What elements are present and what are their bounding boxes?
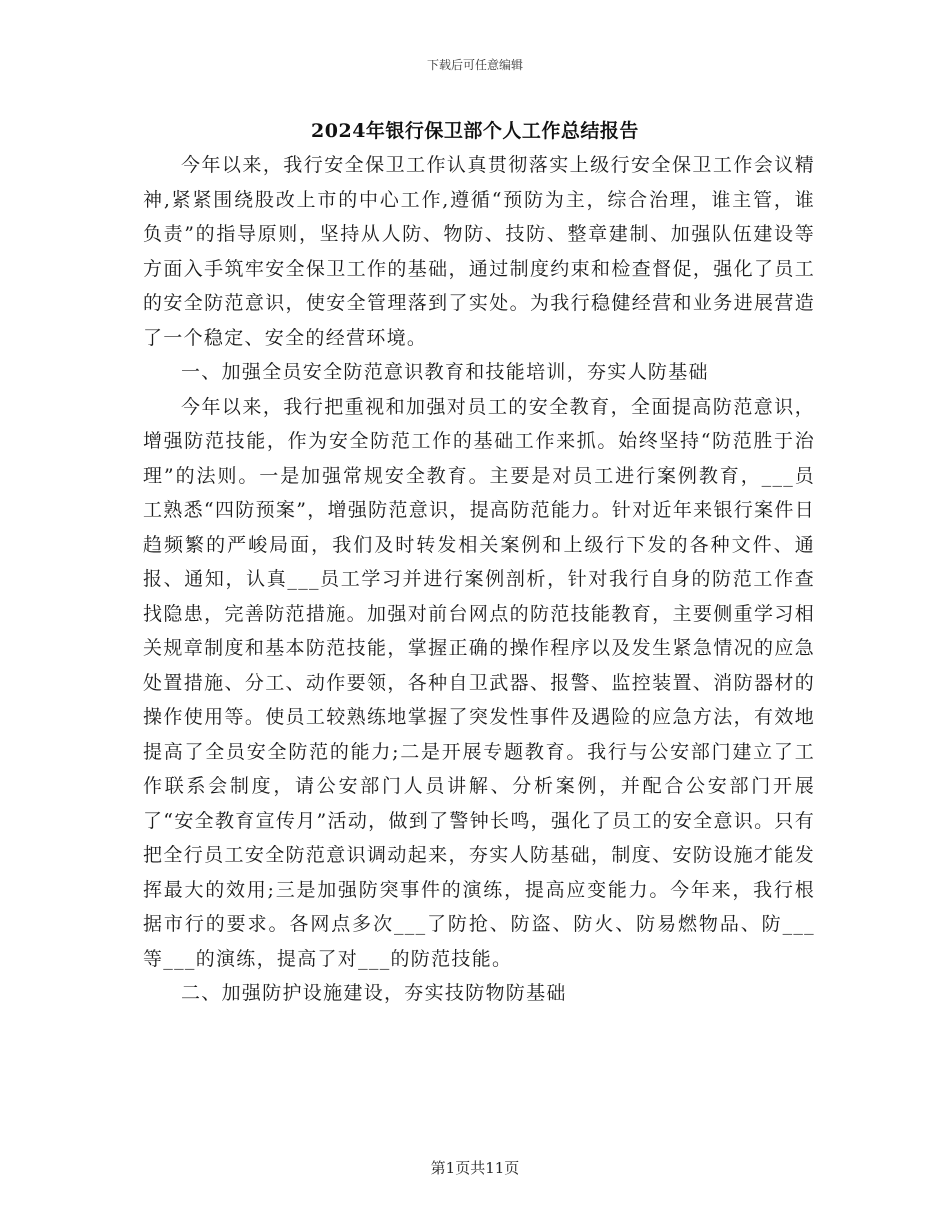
section-heading-2: 二、加强防护设施建设，夯实技防物防基础 [181,982,567,1004]
document-body [143,148,815,1011]
intro-paragraph: 今年以来，我行安全保卫工作认真贯彻落实上级行安全保卫工作会议精神,紧紧围绕股改上市的中心工作,遵循“预防为主，综合治理，谁主管，谁负责”的指导原则，坚持从人防、物防、技防、整章建制、加强队伍建设等方面入手筑牢安全保卫工作的基础，通过制度约束和检查督促，强化了员工的安全防范意识，使安全管理落到了实处。为我行稳健经营和业务进展营造了一个稳定、安全的经营环境。 [143,154,815,349]
section-heading-1: 一、加强全员安全防范意识教育和技能培训，夯实人防基础 [181,361,709,383]
page-footer: 第1页共11页 [430,1159,520,1177]
document-title: 2024年银行保卫部个人工作总结报告 [311,120,639,142]
header-note: 下载后可任意编辑 [426,58,523,72]
section-1-paragraph: 今年以来，我行把重视和加强对员工的安全教育，全面提高防范意识，增强防范技能，作为安全防范工作的基础工作来抓。始终坚持“防范胜于治理”的法则。一是加强常规安全教育。主要是对员工进行案例教育，___员工熟悉“四防预案”，增强防范意识，提高防范能力。针对近年来银行案件日趋频繁的严峻局面，我们及时转发相关案例和上级行下发的各种文件、通报、通知，认真___员工学习并进行案例剖析，针对我行自身的防范工作查找隐患，完善防范措施。加强对前台网点的防范技能教育，主要侧重学习相关规章制度和基本防范技能，掌握正确的操作程序以及发生紧急情况的应急处置措施、分工、动作要领，各种自卫武器、报警、监控装置、消防器材的操作使用等。使员工较熟练地掌握了突发性事件及遇险的应急方法，有效地提高了全员安全防范的能力;二是开展专题教育。我行与公安部门建立了工作联系会制度，请公安部门人员讲解、分析案例，并配合公安部门开展了“安全教育宣传月”活动，做到了警钟长鸣，强化了员工的安全意识。只有把全行员工安全防范意识调动起来，夯实人防基础，制度、安防设施才能发挥最大的效用;三是加强防突事件的演练，提高应变能力。今年来，我行根据市行的要求。各网点多次___了防抢、防盗、防火、防易燃物品、防___等___的演练，提高了对___的防范技能。 [143,395,815,970]
